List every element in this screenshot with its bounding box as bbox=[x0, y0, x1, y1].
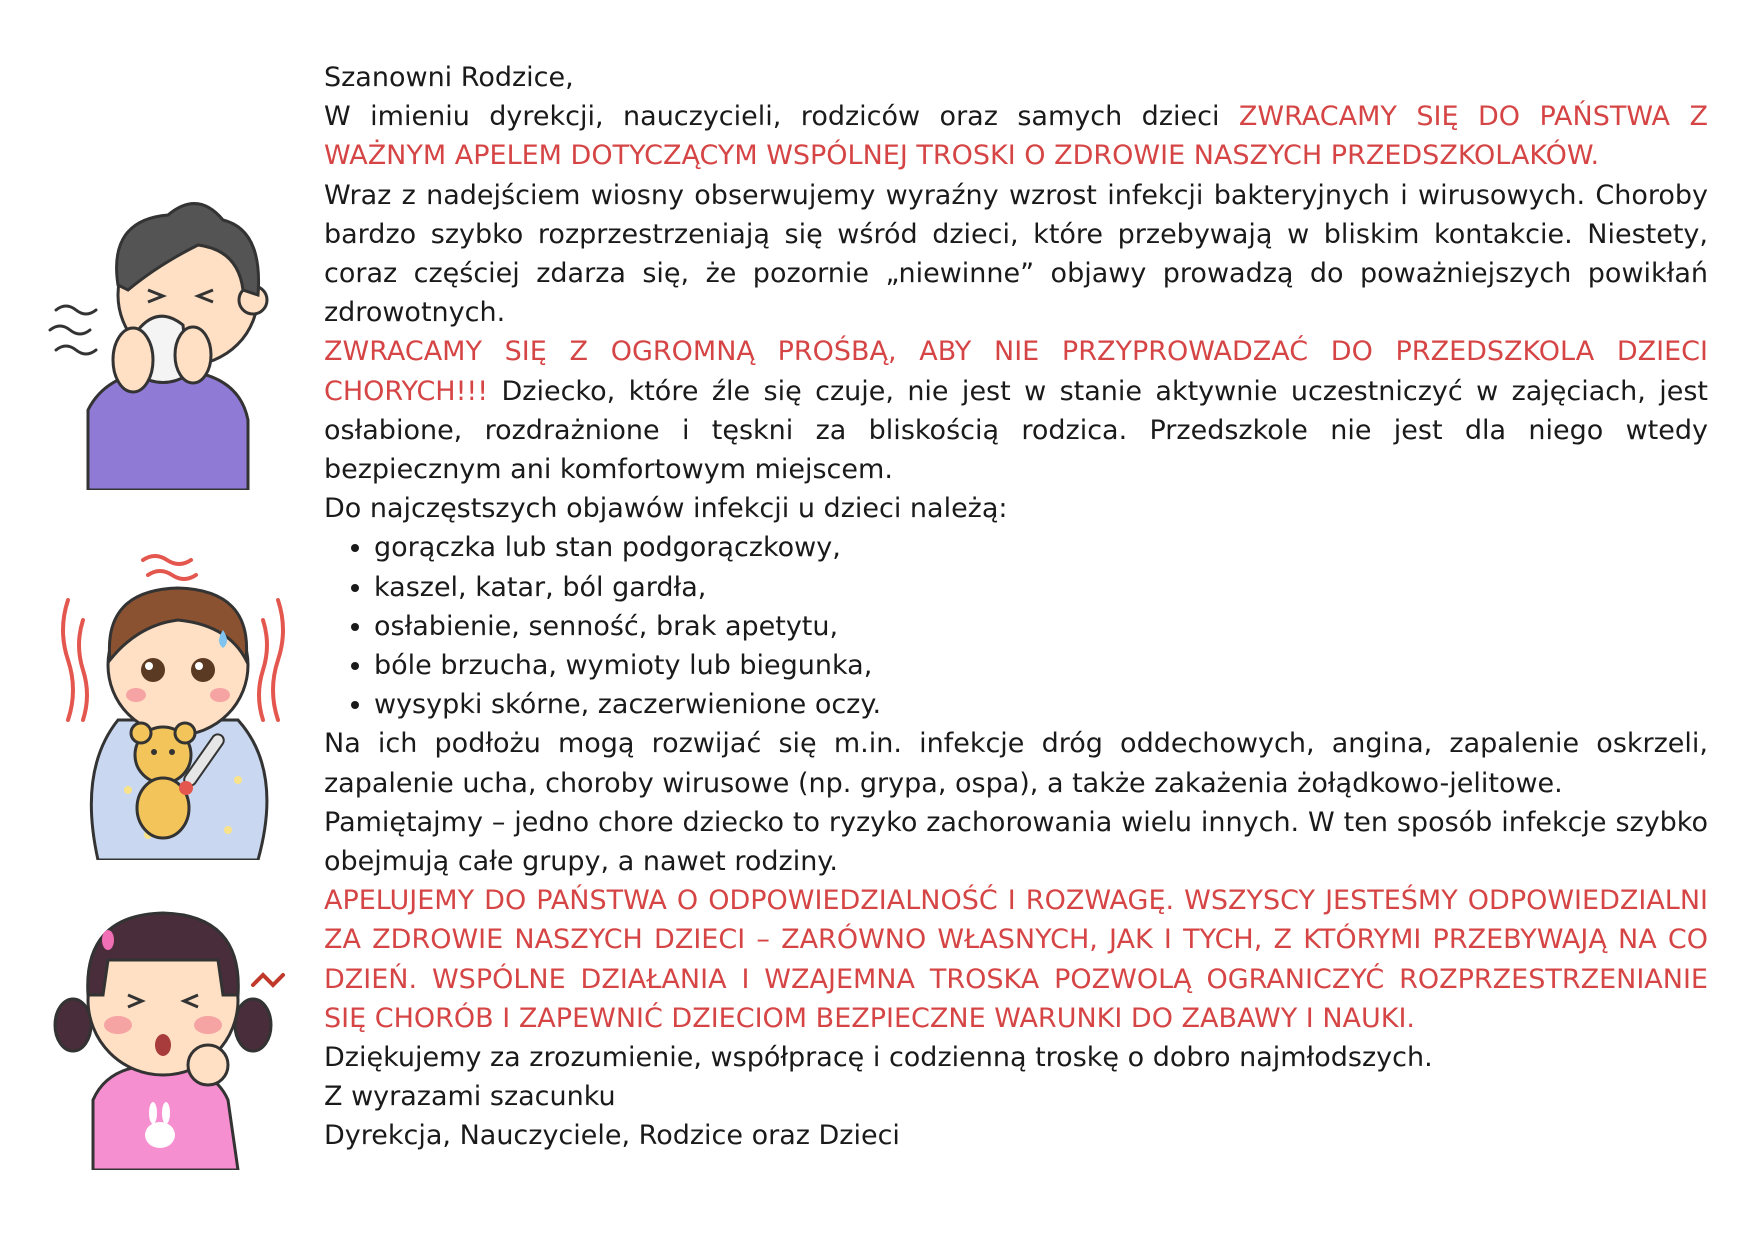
coughing-girl-illustration bbox=[48, 885, 308, 1170]
list-item: • gorączka lub stan podgorączkowy, bbox=[374, 528, 1708, 567]
list-item: • bóle brzucha, wymioty lub biegunka, bbox=[374, 646, 1708, 685]
feverish-boy-illustration bbox=[48, 540, 308, 860]
list-item: • osłabienie, senność, brak apetytu, bbox=[374, 607, 1708, 646]
intro-appeal-highlight: ZWRACAMY SIĘ DO PAŃSTWA Z WAŻNYM APELEM DOTYCZĄCYM WSPÓLNEJ TROSKI O ZDROWIE NASZYCH PRZEDSZKOLAKÓW. bbox=[324, 101, 1708, 172]
request-highlight: ZWRACAMY SIĘ Z OGROMNĄ PROŚBĄ, ABY NIE PRZYPROWADZAĆ DO PRZEDSZKOLA DZIECI CHORYCH!!! bbox=[324, 336, 1708, 407]
symptoms-list bbox=[324, 528, 1708, 724]
request-paragraph: ZWRACAMY SIĘ Z OGROMNĄ PROŚBĄ, ABY NIE PRZYPROWADZAĆ DO PRZEDSZKOLA DZIECI CHORYCH!!! Dziecko, które źle się czuje, nie jest w stanie aktywnie uczestniczyć w zajęciach, jest osłabione, rozdrażnione i tęskni za bliskością rodzica. Przedszkole nie jest dla niego wtedy bezpiecznym ani komfortowym miejscem. bbox=[324, 336, 1708, 486]
symptoms-intro: Do najczęstszych objawów infekcji u dzieci należą: bbox=[324, 493, 1008, 525]
closing: Z wyrazami szacunku bbox=[324, 1081, 616, 1113]
spring-infections-paragraph: Wraz z nadejściem wiosny obserwujemy wyraźny wzrost infekcji bakteryjnych i wirusowych. Choroby bardzo szybko rozprzestrzeniają się wśród dzieci, które przebywają w bliskim kontakcie. Niestety, coraz częściej zdarza się, że pozornie „niewinne” objawy prowadzą do poważniejszych powikłań zdrowotnych. bbox=[324, 179, 1708, 329]
thanks-paragraph: Dziękujemy za zrozumienie, współpracę i codzienną troskę o dobro najmłodszych. bbox=[324, 1042, 1433, 1074]
intro-paragraph: W imieniu dyrekcji, nauczycieli, rodziców oraz samych dzieci ZWRACAMY SIĘ DO PAŃSTWA Z WAŻNYM APELEM DOTYCZĄCYM WSPÓLNEJ TROSKI O ZDROWIE NASZYCH PRZEDSZKOLAKÓW. bbox=[324, 101, 1708, 172]
sneezing-boy-illustration bbox=[48, 190, 288, 490]
responsibility-appeal-paragraph: APELUJEMY DO PAŃSTWA O ODPOWIEDZIALNOŚĆ I ROZWAGĘ. WSZYSCY JESTEŚMY ODPOWIEDZIALNI ZA ZDROWIE NASZYCH DZIECI – ZARÓWNO WŁASNYCH, JAK I TYCH, Z KTÓRYMI PRZEBYWAJĄ NA CO DZIEŃ. WSPÓLNE DZIAŁANIA I WZAJEMNA TROSKA POZWOLĄ OGRANICZYĆ ROZPRZESTRZENIANIE SIĘ CHORÓB I ZAPEWNIĆ DZIECIOM BEZPIECZNE WARUNKI DO ZABAWY I NAUKI. bbox=[324, 885, 1708, 1034]
list-item: • wysypki skórne, zaczerwienione oczy. bbox=[374, 685, 1708, 724]
greeting: Szanowni Rodzice, bbox=[324, 62, 574, 93]
list-item: • kaszel, katar, ból gardła, bbox=[374, 568, 1708, 607]
reminder-paragraph: Pamiętajmy – jedno chore dziecko to ryzyko zachorowania wielu innych. W ten sposób infekcje szybko obejmują całe grupy, a nawet rodziny. bbox=[324, 806, 1708, 878]
letter-body bbox=[324, 58, 1708, 1156]
sneeze-lines-icon bbox=[50, 306, 96, 354]
complications-paragraph: Na ich podłożu mogą rozwijać się m.in. infekcje dróg oddechowych, angina, zapalenie oskrzeli, zapalenie ucha, choroby wirusowe (np. grypa, ospa), a także zakażenia żołądkowo-jelitowe. bbox=[324, 728, 1708, 799]
signature: Dyrekcja, Nauczyciele, Rodzice oraz Dzieci bbox=[324, 1120, 900, 1152]
purple-shirt bbox=[88, 370, 248, 490]
